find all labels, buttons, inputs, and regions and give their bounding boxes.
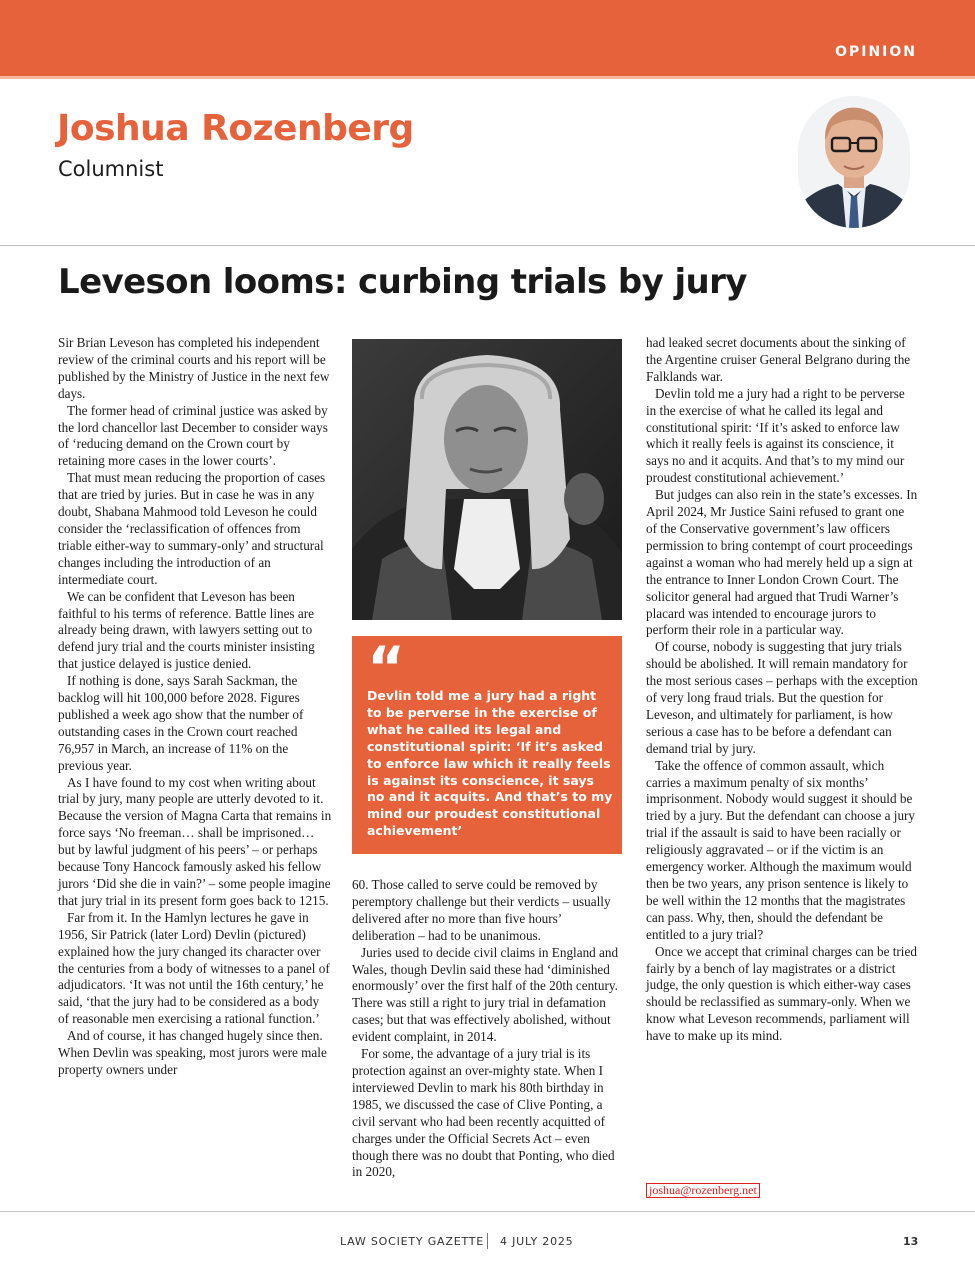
author-portrait	[798, 96, 910, 228]
paragraph: Devlin told me a jury had a right to be perverse in the exercise of what he called its legal and constitutional spirit: ‘If it’s asked to enforce law which it really feels is against its conscience, it says no and it acquits. And that’s to my mind our proudest constitutional achievement.’	[646, 385, 905, 486]
issue-date: 4 JULY 2025	[500, 1235, 574, 1248]
author-role: Columnist	[58, 157, 164, 181]
paragraph: And of course, it has changed hugely since then. When Devlin was speaking, most jurors were male property owners under	[58, 1028, 327, 1077]
article-headline: Leveson looms: curbing trials by jury	[58, 262, 747, 302]
paragraph: That must mean reducing the proportion of cases that are tried by juries. But in case he was in any doubt, Shabana Mahmood told Leveson he could consider the ‘reclassification of offences from triable either-way to summary-only’ and structural changes including the introduction of an intermediate court.	[58, 470, 326, 587]
author-email-link[interactable]: joshua@rozenberg.net	[646, 1183, 760, 1198]
paragraph: had leaked secret documents about the sinking of the Argentine cruiser General Belgrano during the Falklands war.	[646, 335, 911, 384]
article-column-1	[58, 335, 332, 1079]
pull-quote-text: Devlin told me a jury had a right to be perverse in the exercise of what he called its legal and constitutional spirit: ‘If it’s asked to enforce law which it really feels is against its conscience, it says no and it acquits. And that’s to my mind our proudest constitutional achievement’	[367, 688, 613, 839]
publication-name: LAW SOCIETY GAZETTE	[340, 1235, 485, 1248]
paragraph: The former head of criminal justice was asked by the lord chancellor last December to consider ways of ‘reducing demand on the Crown court by retaining more cases in the lower courts’.	[58, 402, 328, 469]
devlin-photo	[352, 339, 622, 620]
author-name: Joshua Rozenberg	[57, 108, 414, 149]
paragraph: We can be confident that Leveson has been faithful to his terms of reference. Battle lines are already being drawn, with lawyers setting out to defend jury trial and the courts minister insisting that justice delayed is justice denied.	[58, 588, 315, 672]
paragraph: Sir Brian Leveson has completed his independent review of the criminal courts and his report will be published by the Ministry of Justice in the next few days.	[58, 335, 330, 401]
quote-mark-icon: “	[367, 634, 406, 702]
page-footer	[0, 1234, 975, 1252]
pull-quote	[352, 636, 622, 854]
paragraph: For some, the advantage of a jury trial is its protection against an over-mighty state. When I interviewed Devlin to mark his 80th birthday in 1985, we discussed the case of Clive Ponting, a civil servant who had been recently acquitted of charges under the Official Secrets Act – even though there was no doubt that Ponting, who died in 2020,	[352, 1046, 615, 1180]
banner-rule	[0, 76, 975, 79]
paragraph: Juries used to decide civil claims in England and Wales, though Devlin said these had ‘diminished enormously’ over the first half of the 20th century. There was still a right to jury trial in defamation cases; but that was effectively abolished, without evident complaint, in 2014.	[352, 944, 619, 1045]
paragraph: As I have found to my cost when writing about trial by jury, many people are utterly devoted to it. Because the version of Magna Carta that remains in force says ‘No freeman… shall be imprisoned… but by lawful judgment of his peers’ – or perhaps because Tony Hancock famously asked his fellow jurors ‘Did she die in vain?’ – some people imagine that jury trial in its present form goes back to 1215.	[58, 774, 332, 908]
paragraph: But judges can also rein in the state’s excesses. In April 2024, Mr Justice Saini refused to grant one of the Conservative government’s law officers permission to bring contempt of court proceedings against a woman who had merely held up a sign at the entrance to Inner London Crown Court. The solicitor general had argued that Trudi Warner’s placard was intended to encourage jurors to perform their role in a particular way.	[646, 487, 918, 638]
footer-divider	[0, 1211, 975, 1212]
section-label: OPINION	[835, 44, 917, 60]
header-divider	[0, 245, 975, 246]
article-column-3	[646, 335, 918, 1045]
footer-separator	[487, 1233, 488, 1249]
paragraph: Take the offence of common assault, which carries a maximum penalty of six months’ imprisonment. Nobody would suggest it should be tried by a jury. But the defendant can choose a jury trial if the assault is said to have been racially or religiously aggravated – or if the victim is an emergency worker. Although the maximum would then be two years, any prison sentence is likely to be well within the 12 months that the magistrates can pass. Why, then, should the defendant be entitled to a jury trial?	[646, 757, 916, 942]
paragraph: If nothing is done, says Sarah Sackman, the backlog will hit 100,000 before 2028. Figures published a week ago show that the number of outstanding cases in the Crown court reached 76,957 in March, an increase of 11% on the previous year.	[58, 673, 304, 773]
section-banner	[0, 0, 975, 76]
paragraph: Of course, nobody is suggesting that jury trials should be abolished. It will remain mandatory for the most serious cases – perhaps with the exception of very long fraud trials. But the question for Leveson, and ultimately for parliament, is how serious a case has to be before a defendant can demand trial by jury.	[646, 639, 918, 756]
paragraph: Once we accept that criminal charges can be tried fairly by a bench of lay magistrates or a district judge, the only question is which either-way cases should be reclassified as summary-only. When we know what Leveson recommends, parliament will have to make up its mind.	[646, 943, 917, 1044]
article-column-2	[352, 877, 622, 1181]
paragraph: Far from it. In the Hamlyn lectures he gave in 1956, Sir Patrick (later Lord) Devlin (pictured) explained how the jury changed its character over the centuries from a body of witnesses to a panel of adjudicators. ‘It was not until the 16th century,’ he said, ‘that the jury had to be considered as a body of reasonable men exercising a rational function.’	[58, 909, 330, 1027]
paragraph: 60. Those called to serve could be removed by peremptory challenge but their verdicts – usually delivered after no more than five hours’ deliberation – had to be unanimous.	[352, 877, 611, 943]
page-number: 13	[903, 1235, 919, 1248]
